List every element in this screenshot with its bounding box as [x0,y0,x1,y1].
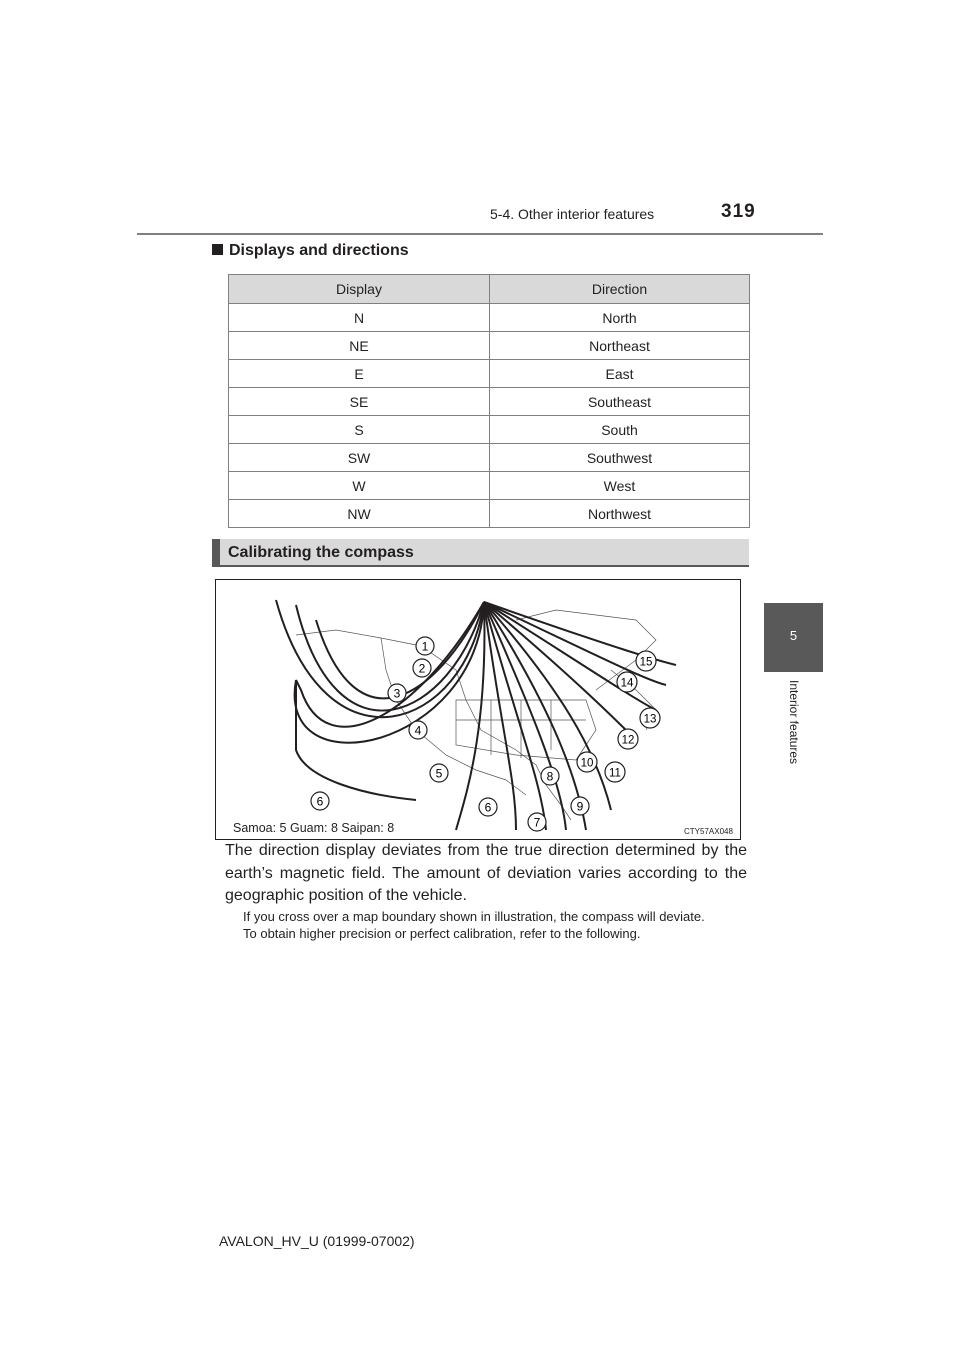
illustration-code: CTY57AX048 [684,827,733,836]
zone-marker-1 [416,637,434,655]
zone-number-label: 11 [609,767,621,780]
zone-marker-6a [311,792,329,810]
chapter-tab-number: 5 [789,628,798,643]
display-cell: S [229,416,490,444]
display-cell: N [229,304,490,332]
zone-marker-8 [541,767,559,785]
zone-number-label: 10 [580,757,594,770]
zone-marker-7 [528,813,546,831]
zone-number-label: 14 [620,677,634,690]
zone-number-label: 15 [639,656,653,669]
square-bullet-icon [212,244,223,255]
body-paragraph: The direction display deviates from the true direction determined by the earth’s magnetic field. The amount of deviation varies according to the geographic position of the vehicle. [225,842,747,904]
table-row [229,416,750,444]
direction-cell: East [490,360,750,388]
zone-number-label: 1 [421,639,429,654]
table-row [229,444,750,472]
zone-map-illustration [216,580,740,839]
section-heading [212,539,749,567]
zone-number-label: 5 [435,766,443,781]
table-header-row [229,275,750,304]
zone-number-label: 6 [484,800,492,815]
display-cell: SE [229,388,490,416]
direction-cell: Northwest [490,500,750,528]
zone-boundary-lines [276,600,676,830]
zone-marker-3 [388,684,406,702]
zone-number-label: 7 [533,815,541,830]
note-paragraph: If you cross over a map boundary shown in illustration, the compass will deviate. [243,909,705,924]
zone-number-label: 13 [643,713,657,726]
zone-number-label: 4 [414,723,422,738]
compass-zone-map [215,579,741,840]
table-row [229,304,750,332]
display-cell: NE [229,332,490,360]
zone-marker-11 [605,762,625,782]
zone-marker-4 [409,721,427,739]
display-cell: W [229,472,490,500]
column-header-display: Display [229,275,490,304]
direction-cell: Southwest [490,444,750,472]
direction-cell: South [490,416,750,444]
zone-number-label: 8 [546,769,554,784]
note-paragraph: To obtain higher precision or perfect calibration, refer to the following. [243,926,641,941]
zone-marker-10 [577,752,597,772]
section-heading-text: Calibrating the compass [228,544,414,561]
table-row [229,500,750,528]
footer-model-code: AVALON_HV_U (01999-07002) [219,1233,415,1249]
direction-cell: Northeast [490,332,750,360]
table-row [229,472,750,500]
zone-marker-2 [413,659,431,677]
zone-number-label: 6 [316,794,324,809]
display-cell: SW [229,444,490,472]
page-number: 319 [721,201,756,222]
display-cell: E [229,360,490,388]
display-cell: NW [229,500,490,528]
table-row [229,332,750,360]
direction-table [228,274,750,528]
zone-number-label: 2 [418,661,426,676]
zone-number-label: 3 [393,686,401,701]
table-row [229,388,750,416]
zone-marker-14 [617,672,637,692]
note-block [243,908,747,942]
zone-marker-13 [640,708,660,728]
zone-marker-15 [636,651,656,671]
zone-number-label: 12 [621,734,635,747]
zone-markers [311,637,660,831]
zone-marker-6b [479,798,497,816]
direction-cell: North [490,304,750,332]
chapter-tab-label: Interior features [787,680,801,765]
direction-cell: West [490,472,750,500]
column-header-direction: Direction [490,275,750,304]
map-caption: Samoa: 5 Guam: 8 Saipan: 8 [233,821,395,835]
zone-number-label: 9 [576,799,584,814]
subheading-text: Displays and directions [229,242,409,259]
zone-marker-5 [430,764,448,782]
header-section-title: 5-4. Other interior features [490,206,655,222]
zone-marker-9 [571,797,589,815]
header-rule [137,233,823,235]
direction-cell: Southeast [490,388,750,416]
subheading [212,242,409,260]
zone-marker-12 [618,729,638,749]
table-row [229,360,750,388]
